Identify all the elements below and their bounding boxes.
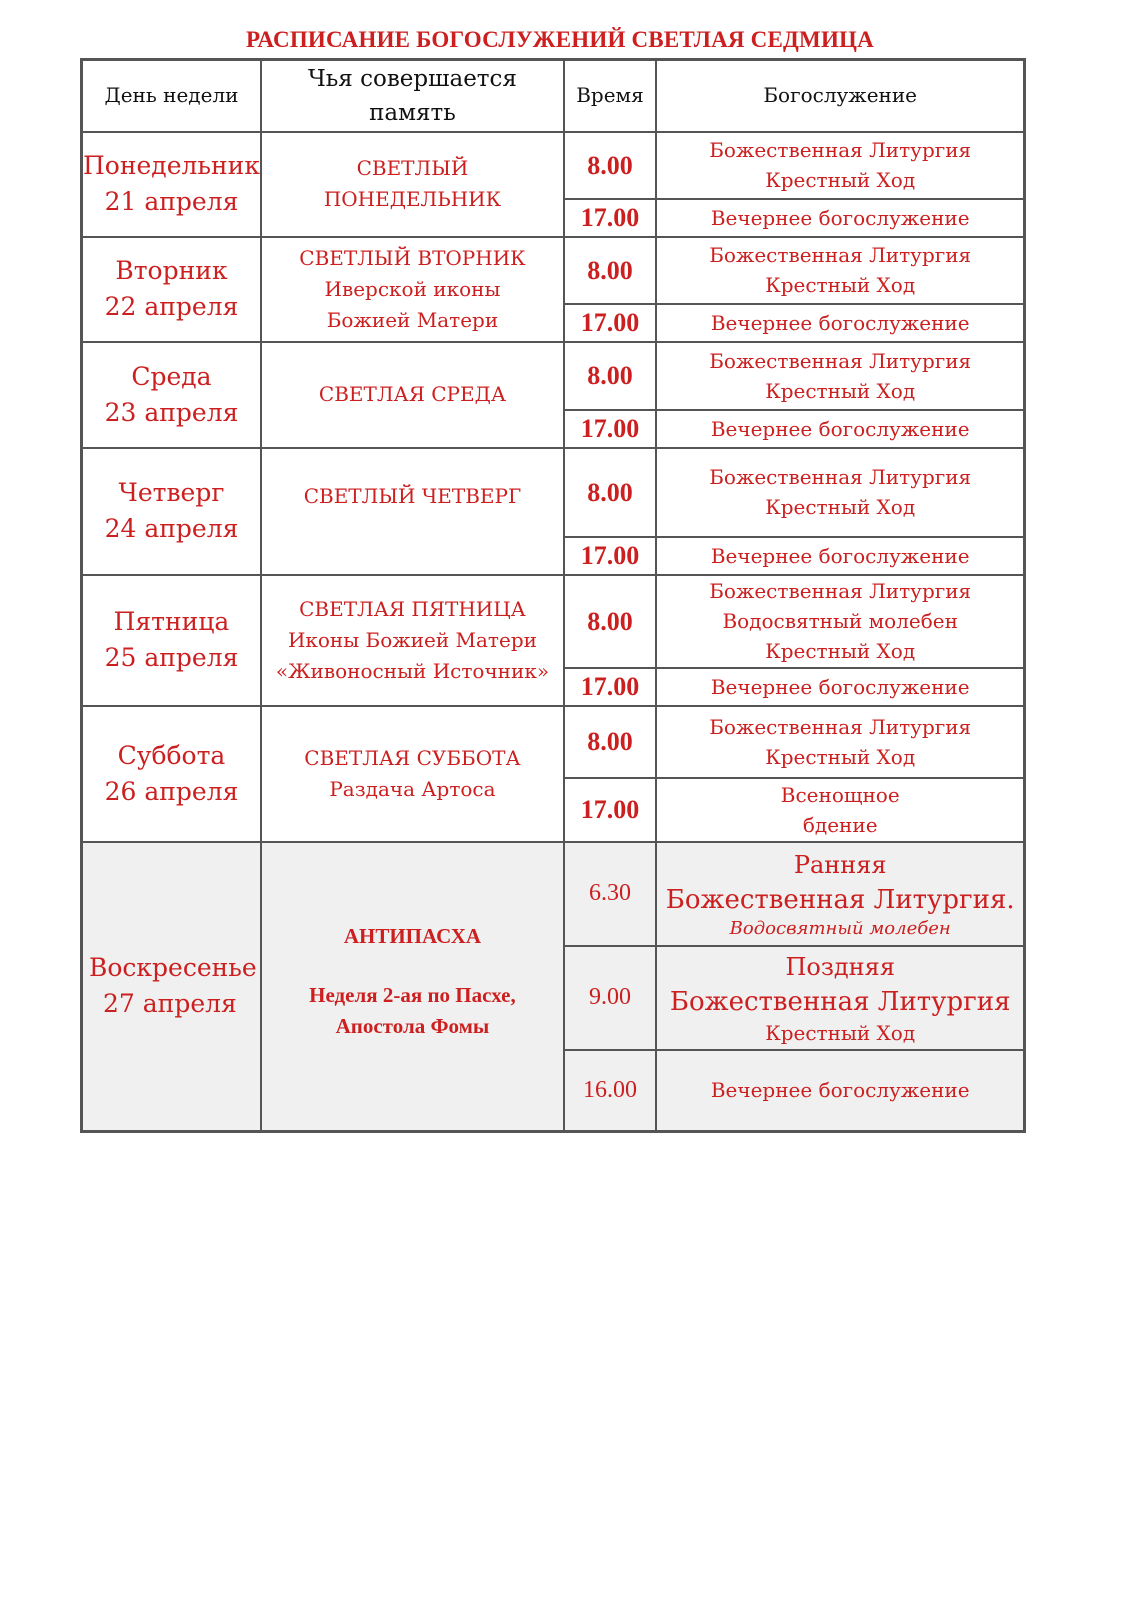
- day-date: 26 апреля: [104, 776, 239, 806]
- table-header-row: [82, 60, 1025, 132]
- service-cell: Вечернее богослужение: [656, 199, 1025, 237]
- header-memory: [261, 60, 564, 132]
- schedule-table: [80, 58, 1026, 1133]
- day-date: 27 апреля: [103, 989, 237, 1019]
- service-cell: [656, 342, 1025, 410]
- service-line: Крестный Ход: [765, 378, 916, 403]
- memory-line: СВЕТЛАЯ СУББОТА: [304, 745, 521, 770]
- day-name: Суббота: [117, 740, 226, 770]
- service-time: 17.00: [564, 199, 656, 237]
- memory-line: Раздача Артоса: [329, 776, 496, 801]
- service-cell: [656, 706, 1025, 778]
- service-cell: Вечернее богослужение: [656, 410, 1025, 448]
- service-cell: Вечернее богослужение: [656, 304, 1025, 342]
- day-cell: [82, 132, 261, 237]
- memory-cell: [261, 706, 564, 842]
- day-date: 23 апреля: [104, 397, 239, 427]
- memory-line: Божией Матери: [326, 307, 499, 332]
- memory-line: СВЕТЛЫЙ ЧЕТВЕРГ: [303, 483, 522, 508]
- service-cell: Вечернее богослужение: [656, 1050, 1025, 1132]
- day-cell: [82, 448, 261, 575]
- service-line: Крестный Ход: [765, 639, 916, 663]
- day-name: Вторник: [115, 256, 228, 285]
- memory-cell: [261, 237, 564, 342]
- service-line: Божественная Литургия: [709, 138, 972, 162]
- schedule-title: РАСПИСАНИЕ БОГОСЛУЖЕНИЙ СВЕТЛАЯ СЕДМИЦА: [246, 27, 874, 52]
- day-name: Четверг: [118, 478, 225, 507]
- day-cell: [82, 237, 261, 342]
- service-line: Крестный Ход: [765, 495, 916, 519]
- header-service: Богослужение: [656, 60, 1025, 132]
- service-line: Божественная Литургия: [709, 579, 972, 603]
- memory-line: СВЕТЛАЯ СРЕДА: [318, 382, 506, 406]
- service-line: Божественная Литургия: [709, 714, 972, 739]
- service-line: Божественная Литургия: [709, 348, 972, 373]
- table-row: [82, 448, 1025, 537]
- day-cell: [82, 342, 261, 448]
- service-line: Ранняя: [793, 850, 887, 879]
- memory-line: Неделя 2-ая по Пасхе,: [309, 982, 516, 1007]
- service-line: Божественная Литургия.: [665, 884, 1015, 915]
- memory-line: СВЕТЛЫЙ: [356, 156, 469, 180]
- table-row: [82, 237, 1025, 304]
- service-line: бдение: [802, 812, 878, 837]
- header-memory-line-1: Чья совершается: [307, 65, 517, 92]
- service-cell: [656, 575, 1025, 668]
- header-day: День недели: [82, 60, 261, 132]
- memory-cell: [261, 575, 564, 706]
- service-time: 17.00: [564, 410, 656, 448]
- memory-line: Иверской иконы: [324, 276, 501, 301]
- day-cell: [82, 842, 261, 1132]
- day-name: Воскресенье: [89, 953, 257, 983]
- service-cell: [656, 842, 1025, 946]
- service-line: Божественная Литургия: [709, 465, 972, 489]
- service-line: Всенощное: [780, 782, 900, 807]
- header-memory-line-2: память: [369, 99, 456, 126]
- header-time: Время: [564, 60, 656, 132]
- service-line: Крестный Ход: [765, 744, 916, 769]
- memory-feast: АНТИПАСХА: [343, 923, 482, 948]
- service-line: Крестный Ход: [765, 1020, 916, 1045]
- service-time: 8.00: [564, 706, 656, 778]
- table-row: [82, 132, 1025, 199]
- service-line: Крестный Ход: [765, 273, 916, 297]
- service-cell: [656, 448, 1025, 537]
- service-line: Водосвятный молебен: [729, 917, 951, 939]
- service-time: 17.00: [564, 778, 656, 842]
- service-time: 17.00: [564, 304, 656, 342]
- day-date: 24 апреля: [104, 514, 239, 543]
- day-name: Понедельник: [83, 151, 260, 180]
- table-row: [82, 842, 1025, 946]
- day-date: 25 апреля: [104, 643, 239, 672]
- day-date: 21 апреля: [104, 187, 239, 216]
- memory-cell: [261, 842, 564, 1132]
- service-time: 9.00: [564, 946, 656, 1050]
- service-cell: [656, 778, 1025, 842]
- service-line: Божественная Литургия: [709, 243, 972, 267]
- memory-line: СВЕТЛЫЙ ВТОРНИК: [299, 245, 526, 270]
- service-time: 8.00: [564, 237, 656, 304]
- day-date: 22 апреля: [104, 292, 239, 321]
- memory-line: «Живоносный Источник»: [275, 658, 550, 683]
- service-time: 17.00: [564, 668, 656, 706]
- memory-line: СВЕТЛАЯ ПЯТНИЦА: [299, 596, 526, 621]
- table-row: [82, 575, 1025, 668]
- day-name: Среда: [131, 361, 212, 391]
- day-cell: [82, 575, 261, 706]
- service-time: 8.00: [564, 575, 656, 668]
- memory-line: Апостола Фомы: [335, 1013, 490, 1038]
- table-row: [82, 706, 1025, 778]
- service-cell: [656, 946, 1025, 1050]
- memory-cell: [261, 342, 564, 448]
- day-cell: [82, 706, 261, 842]
- service-cell: [656, 237, 1025, 304]
- memory-line: ПОНЕДЕЛЬНИК: [323, 187, 502, 211]
- service-cell: [656, 132, 1025, 199]
- day-name: Пятница: [113, 607, 230, 636]
- service-time: 8.00: [564, 342, 656, 410]
- service-time: 17.00: [564, 537, 656, 575]
- memory-cell: [261, 132, 564, 237]
- service-time: 16.00: [564, 1050, 656, 1132]
- memory-line: Иконы Божией Матери: [287, 627, 537, 652]
- table-row: [82, 342, 1025, 410]
- service-cell: Вечернее богослужение: [656, 668, 1025, 706]
- service-line: Божественная Литургия: [669, 986, 1011, 1017]
- service-line: Крестный Ход: [765, 168, 916, 192]
- service-time: 8.00: [564, 132, 656, 199]
- service-line: Поздняя: [785, 952, 895, 981]
- service-line: Водосвятный молебен: [722, 609, 958, 633]
- memory-cell: [261, 448, 564, 575]
- service-time: 8.00: [564, 448, 656, 537]
- service-cell: Вечернее богослужение: [656, 537, 1025, 575]
- service-time: 6.30: [564, 842, 656, 946]
